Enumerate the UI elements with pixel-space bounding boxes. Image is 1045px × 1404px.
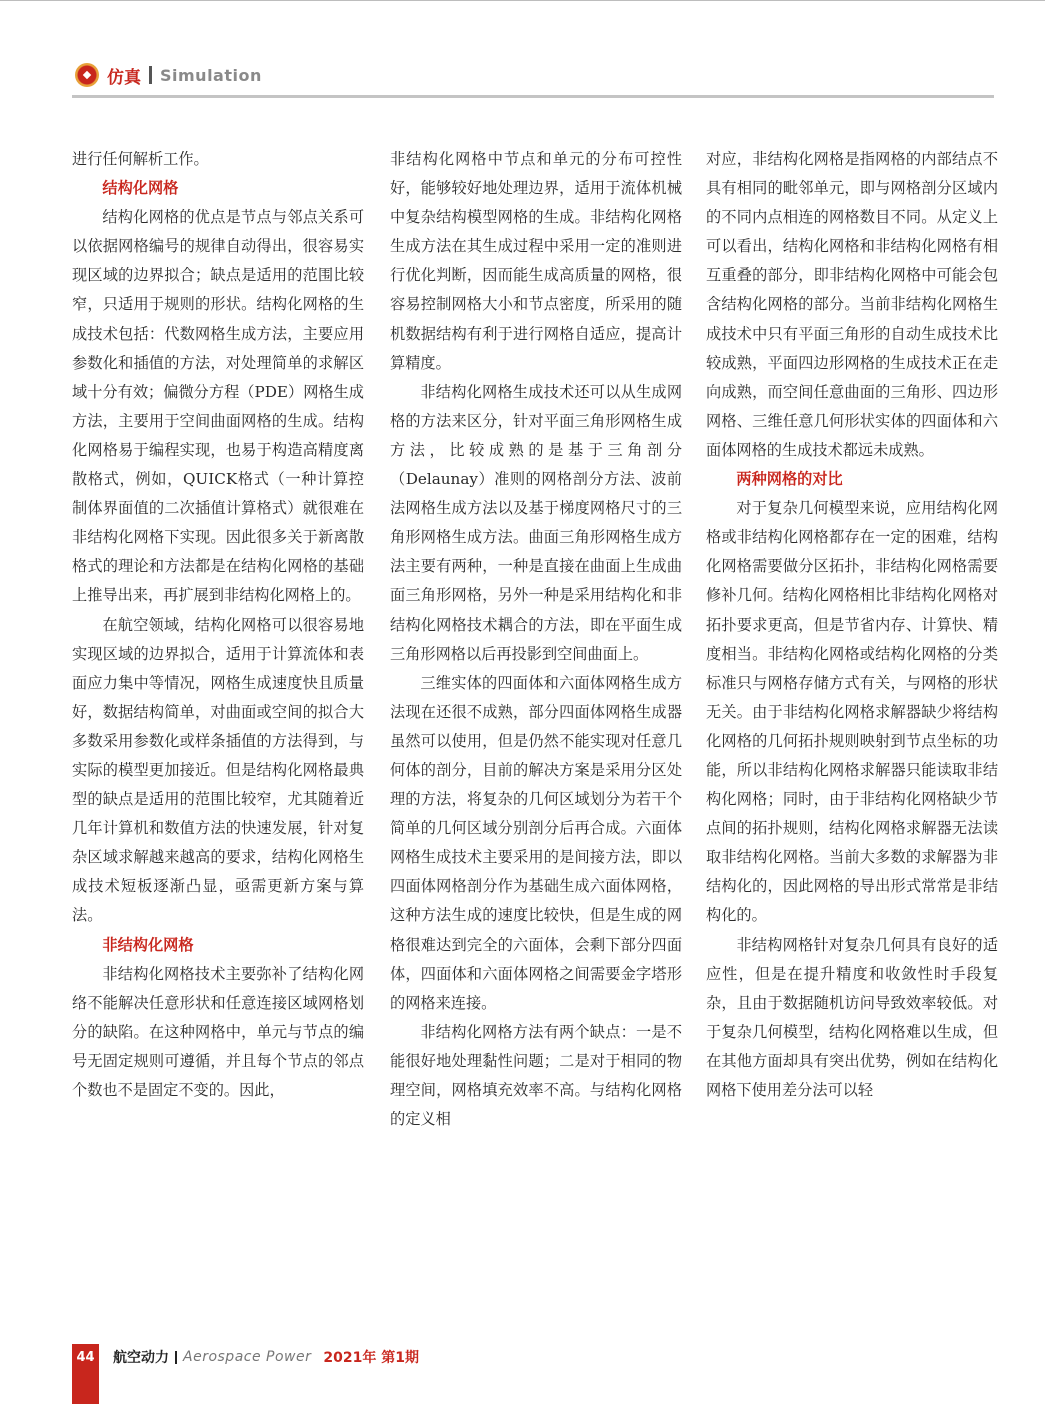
body-paragraph: 进行任何解析工作。	[72, 150, 209, 168]
body-paragraph: 非结构化网格技术主要弥补了结构化网络不能解决任意形状和任意连接区域网格划分的缺陷。在这种网格中，单元与节点的编号无固定规则可遵循，并且每个节点的邻点个数也不是固定不变的。因此，	[72, 964, 364, 1099]
section-heading: 结构化网格	[102, 179, 179, 198]
section-heading: 两种网格的对比	[736, 470, 843, 489]
body-paragraph: 非结构化网格中节点和单元的分布可控性好，能够较好地处理边界，适用于流体机械中复杂结构模型网格的生成。非结构化网格生成方法在其生成过程中采用一定的准则进行优化判断，因而能生成高质量的网格，很容易控制网格大小和节点密度，所采用的随机数据结构有利于进行网格自适应，提高计算精度。	[390, 150, 682, 372]
body-paragraph: 三维实体的四面体和六面体网格生成方法现在还很不成熟，部分四面体网格生成器虽然可以使用，但是仍然不能实现对任意几何体的剖分，目前的解决方案是采用分区处理的方法，将复杂的几何区域划分为若干个简单的几何区域分别剖分后再合成。六面体网格生成技术主要采用的是间接方法，即以四面体网格剖分作为基础生成六面体网格，这种方法生成的速度比较快，但是生成的网格很难达到完全的六面体，会剩下部分四面体，四面体和六面体网格之间需要金字塔形的网格来连接。	[390, 673, 682, 1012]
top-border-line	[0, 0, 1045, 1]
header-rule	[72, 95, 994, 98]
body-paragraph: 非结构化网格生成技术还可以从生成网格的方法来区分，针对平面三角形网格生成方法，比较成熟的是基于三角剖分（Delaunay）准则的网格剖分方法、波前法网格生成方法以及基于梯度网格尺寸的三角形网格生成方法。曲面三角形网格生成方法主要有两种，一种是直接在曲面上生成曲面三角形网格，另外一种是采用结构化和非结构化网格技术耦合的方法，即在平面生成三角形网格以后再投影到空间曲面上。	[390, 382, 682, 663]
body-paragraph: 非结构网格针对复杂几何具有良好的适应性，但是在提升精度和收敛性时手段复杂，且由于数据随机访问导致效率较低。对于复杂几何模型，结构化网格难以生成，但在其他方面却具有突出优势，例如在结构化网格下使用差分法可以轻	[706, 935, 998, 1099]
journal-logo-icon	[75, 63, 99, 87]
body-paragraph: 在航空领域，结构化网格可以很容易地实现区域的边界拟合，适用于计算流体和表面应力集中等情况，网格生成速度快且质量好，数据结构简单，对曲面或空间的拟合大多数采用参数化或样条插值的方法得到，与实际的模型更加接近。但是结构化网格最典型的缺点是适用的范围比较窄，尤其随着近几年计算机和数值方法的快速发展，针对复杂区域求解越来越高的要求，结构化网格生成技术短板逐渐凸显，亟需更新方案与算法。	[72, 615, 364, 925]
section-heading: 非结构化网格	[102, 935, 194, 954]
issue-label: 2021年 第1期	[323, 1350, 419, 1366]
text-column-2	[390, 145, 682, 1134]
text-column-3	[706, 145, 998, 1105]
section-title-cn: 仿真	[107, 67, 141, 88]
body-paragraph: 对应，非结构化网格是指网格的内部结点不具有相同的毗邻单元，即与网格剖分区域内的不同内点相连的网格数目不同。从定义上可以看出，结构化网格和非结构化网格有相互重叠的部分，即非结构化网格中可能会包含结构化网格的部分。当前非结构化网格生成技术中只有平面三角形的自动生成技术比较成熟，平面四边形网格的生成技术正在走向成熟，而空间任意曲面的三角形、四边形网格、三维任意几何形状实体的四面体和六面体网格的生成技术都远未成熟。	[706, 150, 998, 459]
body-paragraph: 对于复杂几何模型来说，应用结构化网格或非结构化网格都存在一定的困难，结构化网格需要做分区拓扑，非结构化网格需要修补几何。结构化网格相比非结构化网格对拓扑要求更高，但是节省内存、计算快、精度相当。非结构化网格或结构化网格的分类标准只与网格存储方式有关，与网格的形状无关。由于非结构化网格求解器缺少将结构化网格的几何拓扑规则映射到节点坐标的功能，所以非结构化网格求解器只能读取非结构化网格；同时，由于非结构化网格缺少节点间的拓扑规则，结构化网格求解器无法读取非结构化网格。当前大多数的求解器为非结构化的，因此网格的导出形式常常是非结构化的。	[706, 499, 998, 925]
footer-separator	[175, 1351, 177, 1364]
journal-name-cn: 航空动力	[113, 1350, 169, 1366]
running-header	[75, 60, 262, 90]
page-footer	[72, 1344, 419, 1404]
body-paragraph: 非结构化网格方法有两个缺点：一是不能很好地处理黏性问题；二是对于相同的物理空间，网格填充效率不高。与结构化网格的定义相	[390, 1022, 682, 1129]
journal-info	[113, 1347, 419, 1367]
journal-name-en: Aerospace Power	[183, 1349, 312, 1365]
text-column-1	[72, 145, 364, 1105]
section-title-en: Simulation	[160, 65, 262, 85]
body-paragraph: 结构化网格的优点是节点与邻点关系可以依据网格编号的规律自动得出，很容易实现区域的边界拟合；缺点是适用的范围比较窄，只适用于规则的形状。结构化网格的生成技术包括：代数网格生成方法，主要应用参数化和插值的方法，对处理简单的求解区域十分有效；偏微分方程（PDE）网格生成方法，主要用于空间曲面网格的生成。结构化网格易于编程实现，也易于构造高精度离散格式，例如，QUICK格式（一种计算控制体界面值的二次插值计算格式）就很难在非结构化网格下实现。因此很多关于新离散格式的理论和方法都是在结构化网格的基础上推导出来，再扩展到非结构化网格上的。	[72, 208, 364, 605]
page-number: 44	[72, 1344, 99, 1404]
header-separator	[149, 66, 152, 84]
